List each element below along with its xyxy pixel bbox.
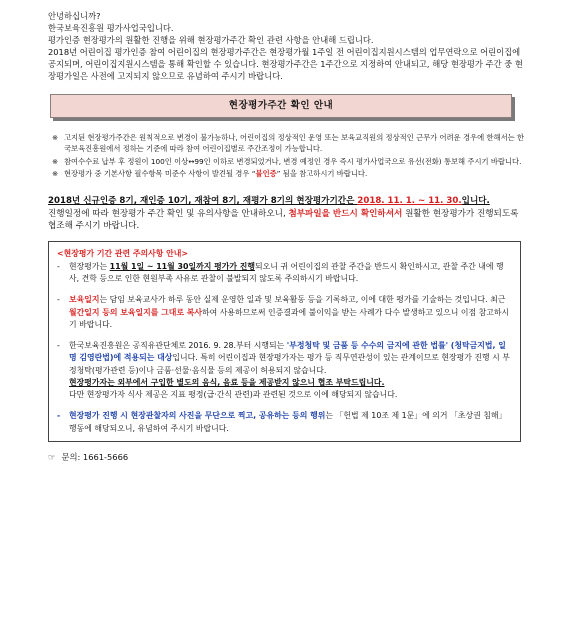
anti-graft-law: '부정청탁 및 금품 등 수수의 금지에 관한 법률' (청탁금지법, 일명 김영란법)에 적용되는 대상 <box>69 341 506 363</box>
note-mark: ※ <box>52 133 59 143</box>
intro-section <box>48 10 527 82</box>
purpose-line: 평가인증 현장평가의 원활한 진행을 위해 현장평가주간 확인 관련 사항을 안내해 드립니다. <box>48 35 374 46</box>
org-line: 한국보육진흥원 평가사업국입니다. <box>48 23 174 34</box>
intro-body: 2018년 어린이집 평가인증 참여 어린이집의 현장평가주간은 현장평가월 1주일 전 어린이집지원시스템의 업무연락으로 어린이집에 공지되며, 어린이집지원시스템을 통해 확인할 수 있습니다. 현장평가주간은 1주간으로 지정하여 안내되고, 해당 현장평가 주간 중 현장평가일은 사전에 고지되지 않으므로 유념하여 주시기 바랍니다. <box>48 47 523 82</box>
note-item <box>52 168 527 179</box>
caution-item: - 현장평가 진행 시 현장관찰자의 사진을 무단으로 찍고, 공유하는 등의 행위는 「헌법 제 10조 제 1문」에 의거 「초상권 침해」 행동에 해당되오니, 유념하여 주시기 바랍니다. <box>57 411 507 433</box>
note-text: 현장평가 중 기본사항 필수항목 미준수 사항이 발견될 경우 “불인증” 됨을 참고하시기 바랍니다. <box>64 168 368 178</box>
greeting: 안녕하십니까? <box>48 11 101 21</box>
pointing-hand-icon: ☞ <box>48 451 56 462</box>
contact-line <box>48 451 527 463</box>
note-item <box>52 156 527 167</box>
banner-title: 현장평가주간 확인 안내 <box>228 100 334 112</box>
period-instruction: 진행일정에 따라 현장평가 주간 확인 및 유의사항을 안내하오니, 첨부파일을 반드시 확인하셔서 원활한 현장평가가 진행되도록 협조해 주시기 바랍니다. <box>48 208 519 232</box>
non-certification-label: 불인증 <box>255 168 277 178</box>
period-section <box>48 195 527 232</box>
note-text: 참여수수료 납부 후 정원이 100인 이상↔99인 이하로 변경되었거나, 변경 예정인 경우 즉시 평가사업국으로 유선(전화) 통보해 주시기 바랍니다. <box>64 156 522 166</box>
attachment-notice: 첨부파일을 반드시 확인하셔서 <box>288 208 403 219</box>
caution-title: <현장평가 기간 관련 주의사항 안내> <box>57 248 188 258</box>
evaluation-period: 11월 1일 ~ 11월 30일까지 평가가 진행 <box>109 261 255 271</box>
notes-list <box>52 132 527 179</box>
period-line: 2018년 신규인증 8기, 재인증 10기, 재참여 8기, 재평가 8기의 현장평가기간은 2018. 11. 1. ~ 11. 30.입니다. <box>48 196 490 207</box>
section-banner <box>50 94 512 118</box>
contact-text: 문의: 1661-5666 <box>61 451 129 462</box>
note-text: 고지된 현장평가주간은 원칙적으로 변경이 불가능하나, 어린이집의 정상적인 운영 또는 보육교직원의 정상적인 근무가 어려운 경우에 한해서는 한국보육진흥원에서 정하는 기준에 따라 참여 어린이집별로 주간조정이 가능합니다. <box>64 133 525 154</box>
caution-item: - 한국보육진흥원은 공직유관단체로 2016. 9. 28.부터 시행되는 '부정청탁 및 금품 등 수수의 금지에 관한 법률' (청탁금지법, 일명 김영란법)에 적용되는 대상입니다. 특히 어린이집과 현장평가자는 평가 등 직무연관성이 있는 관계이므로 현장평가 진행 시 부정청탁(평가관련 등)이나 금품·선물·음식물 등의 제공이 허용되지 않습니다. 현장평가자는 외부에서 구입한 별도의 음식, 음료 등을 제공받지 않으니 협조 부탁드립니다. 다만 현장평가자 식사 제공은 지표 평정(급·간식 관련)과 관련된 것으로 이에 해당되지 않습니다. <box>57 341 510 400</box>
caution-item: - 현장평가는 11월 1일 ~ 11월 30일까지 평가가 진행되오니 귀 어린이집의 관찰 주간을 반드시 확인하시고, 관찰 주간 내에 행사, 견학 등으로 인한 현원부족 사유로 관찰이 불발되지 않도록 주의하시기 바랍니다. <box>57 261 504 284</box>
period-dates: 2018. 11. 1. ~ 11. 30. <box>357 196 462 207</box>
caution-box <box>48 241 521 442</box>
note-mark: ※ <box>52 168 59 178</box>
note-mark: ※ <box>52 156 59 166</box>
caution-item: - 보육일지는 담임 보육교사가 하루 동안 실제 운영한 일과 및 보육활동 등을 기록하고, 이에 대한 평가를 기술하는 것입니다. 최근 월간일지 등의 보육일지를 그대로 복사하여 사용하므로써 인증결과에 불이익을 받는 사례가 다수 발생하고 있으니 이점 참고하시기 바랍니다. <box>57 295 510 329</box>
note-item <box>52 132 527 155</box>
